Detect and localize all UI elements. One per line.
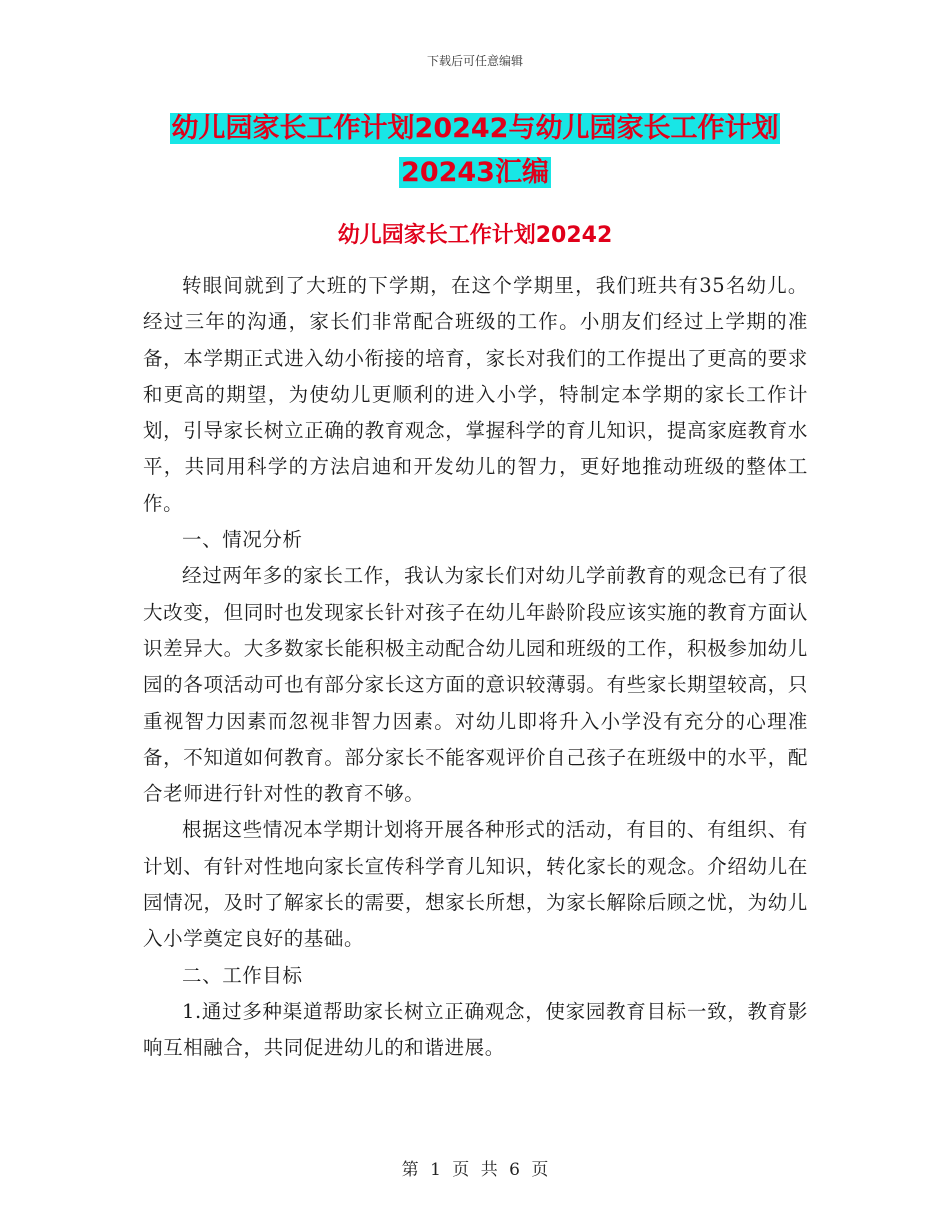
paragraph-plan: 根据这些情况本学期计划将开展各种形式的活动，有目的、有组织、有计划、有针对性地向家长宣传科学育儿知识，转化家长的观念。介绍幼儿在园情况，及时了解家长的需要，想家长所想，为家长解除后顾之忧，为幼儿入小学奠定良好的基础。 (143, 818, 808, 951)
title-highlight: 幼儿园家长工作计划20242与幼儿园家长工作计划 (171, 113, 779, 144)
header-note: 下载后可任意编辑 (426, 54, 523, 68)
document-body (143, 268, 808, 1067)
document-title-line-2 (0, 153, 950, 193)
page-footer: 第 1 页 共 6 页 (401, 1160, 549, 1180)
heading-situation-analysis: 一、情况分析 (182, 528, 303, 552)
paragraph-goal-1: 1.通过多种渠道帮助家长树立正确观念，使家园教育目标一致，教育影响互相融合，共同促进幼儿的和谐进展。 (143, 999, 808, 1060)
document-title-line-1 (0, 109, 950, 149)
heading-work-goals: 二、工作目标 (182, 963, 303, 987)
section-title: 幼儿园家长工作计划20242 (337, 223, 613, 248)
paragraph-intro: 转眼间就到了大班的下学期，在这个学期里，我们班共有35名幼儿。经过三年的沟通，家长们非常配合班级的工作。小朋友们经过上学期的准备，本学期正式进入幼小衔接的培育，家长对我们的工作提出了更高的要求和更高的期望，为使幼儿更顺利的进入小学，特制定本学期的家长工作计划，引导家长树立正确的教育观念，掌握科学的育儿知识，提高家庭教育水平，共同用科学的方法启迪和开发幼儿的智力，更好地推动班级的整体工作。 (143, 274, 808, 515)
paragraph-analysis: 经过两年多的家长工作，我认为家长们对幼儿学前教育的观念已有了很大改变，但同时也发现家长针对孩子在幼儿年龄阶段应该实施的教育方面认识差异大。大多数家长能积极主动配合幼儿园和班级的工作，积极参加幼儿园的各项活动可也有部分家长这方面的意识较薄弱。有些家长期望较高，只重视智力因素而忽视非智力因素。对幼儿即将升入小学没有充分的心理准备，不知道如何教育。部分家长不能客观评价自己孩子在班级中的水平，配合老师进行针对性的教育不够。 (143, 564, 808, 806)
title-highlight: 20243汇编 (401, 157, 549, 188)
